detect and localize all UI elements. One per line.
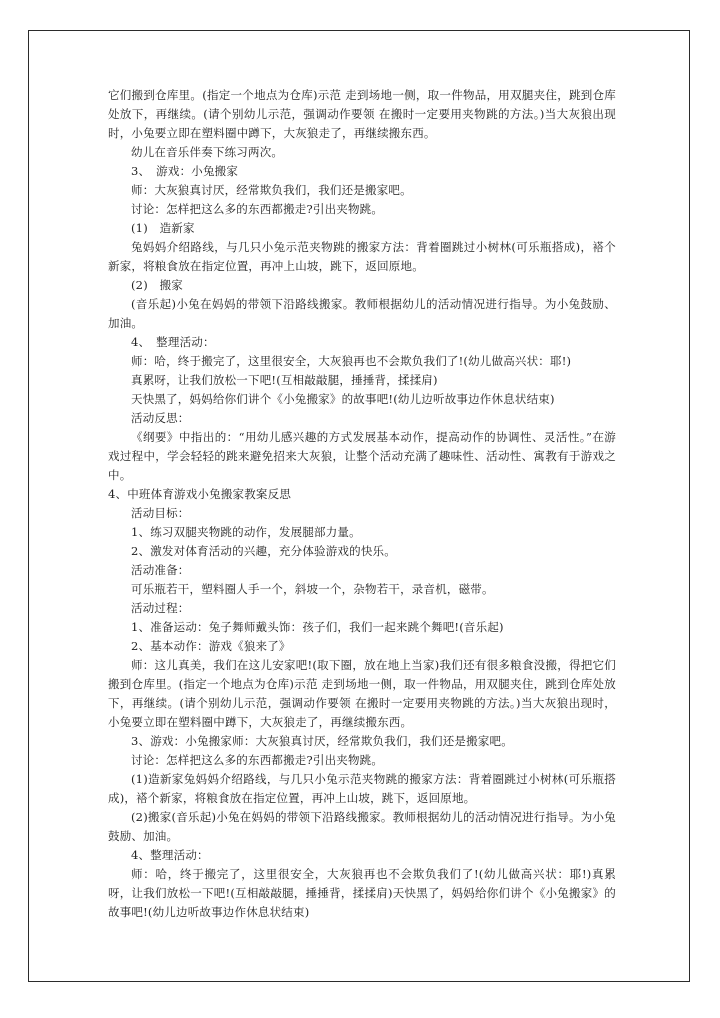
paragraph: 师：这儿真美，我们在这儿安家吧!(取下圈，放在地上当家)我们还有很多粮食没搬，得把它们搬到仓库里。(指定一个地点为仓库)示范 走到场地一侧，取一件物品，用双腿夹住，跳到仓库处放下，再继续。(请个别幼儿示范，强调动作要领 在搬时一定要用夹物跳的方法。)当大灰狼出现时，小兔要立即在塑料圈中蹲下，大灰狼走了，再继续搬东西。 xyxy=(108,658,616,729)
paragraph: 讨论：怎样把这么多的东西都搬走?引出夹物跳。 xyxy=(131,753,384,767)
paragraph: (音乐起)小兔在妈妈的带领下沿路线搬家。教师根据幼儿的活动情况进行指导。为小兔鼓励、加油。 xyxy=(108,297,616,330)
paragraph: (1)造新家兔妈妈介绍路线，与几只小兔示范夹物跳的搬家方法：背着圈跳过小树林(可乐瓶搭成)，褡个新家，将粮食放在指定位置，再冲上山坡，跳下，返回原地。 xyxy=(108,772,616,805)
paragraph: (1) 造新家 xyxy=(131,221,195,235)
paragraph: 3、游戏：小兔搬家师：大灰狼真讨厌，经常欺负我们，我们还是搬家吧。 xyxy=(131,734,513,748)
paragraph: (2)搬家(音乐起)小兔在妈妈的带领下沿路线搬家。教师根据幼儿的活动情况进行指导。为小兔鼓励、加油。 xyxy=(108,810,616,843)
paragraph: 《纲要》中指出的：“用幼儿感兴趣的方式发展基本动作，提高动作的协调性、灵活性。”在游戏过程中，学会轻轻的跳来避免招来大灰狼，让整个活动充满了趣味性、活动性、寓教有于游戏之中。 xyxy=(108,430,616,482)
paragraph: 可乐瓶若干，塑料圈人手一个，斜坡一个，杂物若干，录音机，磁带。 xyxy=(131,582,494,596)
paragraph: (2) 搬家 xyxy=(131,278,183,292)
paragraph: 1、练习双腿夹物跳的动作，发展腿部力量。 xyxy=(131,525,361,539)
paragraph: 活动过程： xyxy=(131,601,190,615)
paragraph: 师：哈，终于搬完了，这里很安全，大灰狼再也不会欺负我们了!(幼儿做高兴状：耶!) xyxy=(131,354,572,368)
paragraph: 它们搬到仓库里。(指定一个地点为仓库)示范 走到场地一侧，取一件物品，用双腿夹住，跳到仓库处放下，再继续。(请个别幼儿示范，强调动作要领 在搬时一定要用夹物跳的方法。)当大灰狼出现时，小兔要立即在塑料圈中蹲下，大灰狼走了，再继续搬东西。 xyxy=(108,88,616,140)
paragraph: 活动目标： xyxy=(131,506,190,520)
paragraph: 师：哈，终于搬完了，这里很安全，大灰狼再也不会欺负我们了!(幼儿做高兴状：耶!)真累呀，让我们放松一下吧!(互相敲敲腿，捶捶背，揉揉肩)天快黑了，妈妈给你们讲个《小兔搬家》的故事吧!(幼儿边听故事边作休息状结束) xyxy=(108,867,616,919)
paragraph: 4、 整理活动： xyxy=(131,335,215,349)
paragraph: 讨论：怎样把这么多的东西都搬走?引出夹物跳。 xyxy=(131,202,384,216)
paragraph: 1、准备运动：兔子舞师戴头饰：孩子们，我们一起来跳个舞吧!(音乐起) xyxy=(131,620,504,634)
paragraph: 幼儿在音乐伴奏下练习两次。 xyxy=(131,145,284,159)
paragraph: 3、 游戏：小兔搬家 xyxy=(131,164,239,178)
paragraph: 4、整理活动： xyxy=(131,848,209,862)
paragraph: 天快黑了，妈妈给你们讲个《小兔搬家》的故事吧!(幼儿边听故事边作休息状结束) xyxy=(131,392,555,406)
paragraph: 4、中班体育游戏小兔搬家教案反思 xyxy=(108,487,292,501)
paragraph: 2、激发对体育活动的兴趣，充分体验游戏的快乐。 xyxy=(131,544,396,558)
paragraph: 真累呀，让我们放松一下吧!(互相敲敲腿，捶捶背，揉揉肩) xyxy=(131,373,438,387)
paragraph: 师：大灰狼真讨厌，经常欺负我们，我们还是搬家吧。 xyxy=(131,183,412,197)
paragraph: 活动反思： xyxy=(131,411,190,425)
paragraph: 2、基本动作：游戏《狼来了》 xyxy=(131,639,291,653)
paragraph: 兔妈妈介绍路线，与几只小兔示范夹物跳的搬家方法：背着圈跳过小树林(可乐瓶搭成)，褡个新家，将粮食放在指定位置，再冲上山坡，跳下，返回原地。 xyxy=(108,240,616,273)
document-body xyxy=(108,86,616,922)
paragraph: 活动准备： xyxy=(131,563,190,577)
